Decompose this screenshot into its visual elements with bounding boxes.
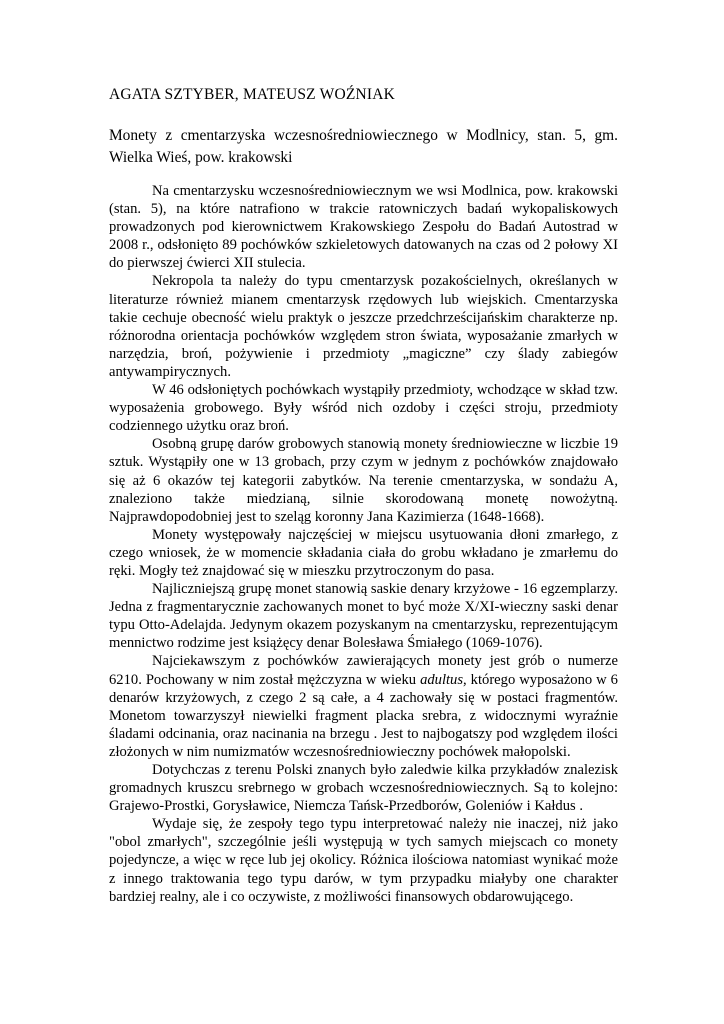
document-body [109, 182, 618, 906]
paragraph: Osobną grupę darów grobowych stanowią monety średniowieczne w liczbie 19 sztuk. Wystąpiły one w 13 grobach, przy czym w jednym z pochówków znajdowało się aż 6 okazów tej kategorii zabytków. Na terenie cmentarzyska, w sondażu A, znaleziono także miedzianą, silnie skorodowaną monetę nowożytną. Najprawdopodobniej jest to szeląg koronny Jana Kazimierza (1648-1668). [109, 436, 618, 525]
paragraph-text: , którego wyposażono w 6 denarów krzyżowych, z czego 2 są całe, a 4 zachowały się w postaci fragmentów. Monetom towarzyszył niewielki fragment placka srebra, z widocznymi wyraźnie śladami odcinania, oraz nacinania na brzegu . Jest to najbogatszy pod względem ilości złożonych w nim numizmatów wczesnośredniowieczny pochówek małopolski. [109, 671, 618, 760]
document-title: Monety z cmentarzyska wczesnośredniowiecznego w Modlnicy, stan. 5, gm. Wielka Wieś, pow. krakowski [109, 127, 618, 166]
paragraph: Dotychczas z terenu Polski znanych było zaledwie kilka przykładów znalezisk gromadnych kruszcu srebrnego w grobach wczesnośredniowiecznych. Są to kolejno: Grajewo-Prostki, Gorysławice, Niemcza Tańsk-Przedborów, Goleniów i Kałdus . [109, 762, 618, 815]
paragraph-text: Najciekawszym z pochówków zawierających monety jest grób o numerze 6210. Pochowany w nim został mężczyzna w wieku [109, 653, 618, 688]
paragraph: Na cmentarzysku wczesnośredniowiecznym we wsi Modlnica, pow. krakowski (stan. 5), na które natrafiono w trakcie ratowniczych badań wykopaliskowych prowadzonych pod kierownictwem Krakowskiego Zespołu do Badań Autostrad w 2008 r., odsłonięto 89 pochówków szkieletowych datowanych na czas od 2 połowy XI do pierwszej ćwierci XII stulecia. [109, 183, 618, 272]
paragraph: Monety występowały najczęściej w miejscu usytuowania dłoni zmarłego, z czego wniosek, że w momencie składania ciała do grobu wkładano je zmarłemu do ręki. Mogły też znajdować się w mieszku przytroczonym do pasa. [109, 526, 618, 579]
paragraph: Nekropola ta należy do typu cmentarzysk pozakościelnych, określanych w literaturze również mianem cmentarzysk rzędowych lub wiejskich. Cmentarzyska takie cechuje obecność wielu praktyk o jeszcze przedchrześcijańskim charakterze np. różnorodna orientacja pochówków względem stron świata, wyposażanie zmarłych w narzędzia, broń, pożywienie i przedmioty „magiczne” czy ślady zabiegów antywampirycznych. [109, 273, 618, 380]
paragraph-emphasis: adultus [420, 671, 464, 688]
paragraph: Wydaje się, że zespoły tego typu interpretować należy nie inaczej, niż jako "obol zmarłych", szczególnie jeśli występują w tych samych miejscach co monety pojedyncze, a więc w ręce lub jej okolicy. Różnica ilościowa natomiast wynikać może z innego traktowania tego typu darów, w tym przypadku miałyby one charakter bardziej realny, ale i co oczywiste, z możliwości finansowych obdarowującego. [109, 816, 618, 905]
authors: AGATA SZTYBER, MATEUSZ WOŹNIAK [109, 86, 396, 103]
paragraph: W 46 odsłoniętych pochówkach wystąpiły przedmioty, wchodzące w skład tzw. wyposażenia grobowego. Były wśród nich ozdoby i części stroju, przedmioty codziennego użytku oraz broń. [109, 382, 618, 435]
paragraph: Najliczniejszą grupę monet stanowią saskie denary krzyżowe - 16 egzemplarzy. Jedna z fragmentarycznie zachowanych monet to być może X/XI-wieczny saski denar typu Otto-Adelajda. Jedynym okazem pozyskanym na cmentarzysku, reprezentującym mennictwo rodzime jest książęcy denar Bolesława Śmiałego (1069-1076). [109, 581, 618, 652]
paragraph [109, 652, 618, 761]
